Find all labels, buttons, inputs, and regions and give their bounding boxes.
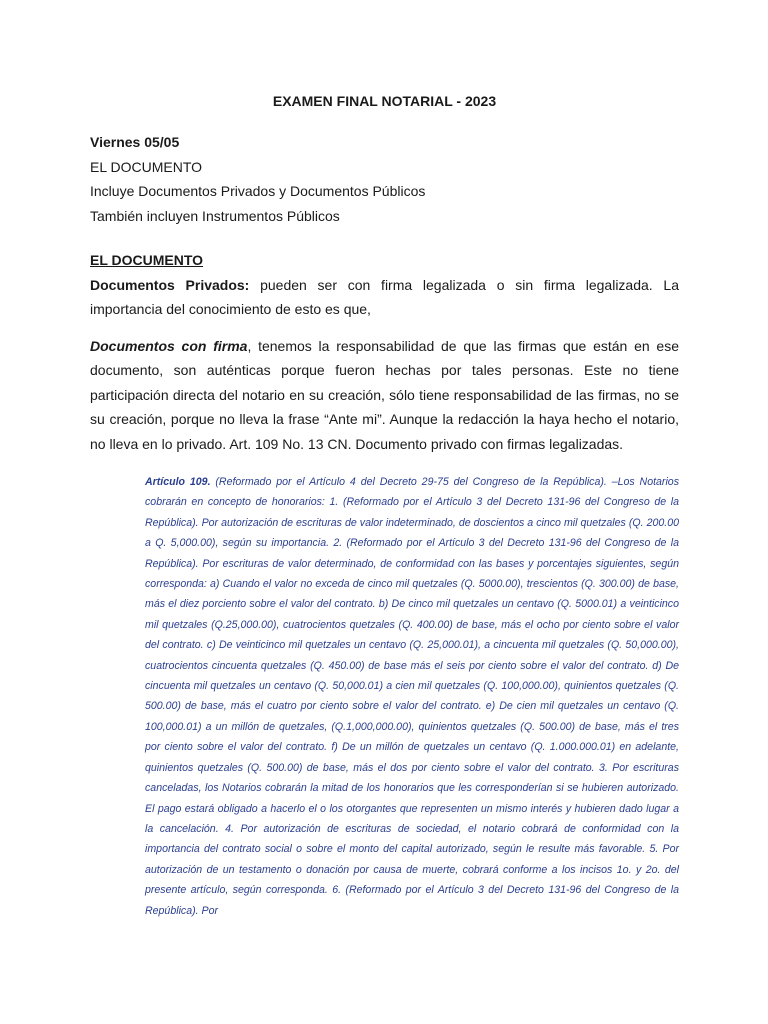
spacer	[90, 322, 679, 334]
intro-line-1: EL DOCUMENTO	[90, 158, 203, 175]
article-109-quote	[145, 472, 679, 921]
section-heading: EL DOCUMENTO	[90, 252, 204, 268]
document-page	[90, 92, 679, 921]
document-title: EXAMEN FINAL NOTARIAL - 2023	[272, 93, 497, 109]
date-heading: Viernes 05/05	[90, 134, 180, 150]
intro-line-2: Incluye Documentos Privados y Documentos Públicos	[90, 183, 426, 199]
spacer	[90, 228, 679, 248]
privados-text: pueden ser con firma legalizada o sin firma legalizada. La importancia del conocimiento de esto es que,	[90, 276, 679, 317]
quote-article-label: Artículo 109.	[145, 476, 211, 488]
quote-text: (Reformado por el Artículo 4 del Decreto 29-75 del Congreso de la República). –Los Notarios cobrarán en concepto de honorarios: 1. (Reformado por el Artículo 3 del Decreto 131-96 del Congreso de la República). Por autorización de escrituras de valor indeterminado, de doscientos a cinco mil quetzales (Q. 200.00 a Q. 5,000.00), según su importancia. 2. (Reformado por el Artículo 3 del Decreto 131-96 del Congreso de la República). Por escrituras de valor determinado, de conformidad con las bases y porcentajes siguientes, según corresponda: a) Cuando el valor no exceda de cinco mil quetzales (Q. 5000.00), trescientos (Q. 300.00) de base, más el diez porciento sobre el valor del contrato. b) De cinco mil quetzales un centavo (Q. 5000.01) a veinticinco mil quetzales (Q.25,000.00), cuatrocientos quetzales (Q. 400.00) de base, más el ocho por ciento sobre el valor del contrato. c) De veinticinco mil quetzales un centavo (Q. 25,000.01), a cincuenta mil quetzales (Q. 50,000.00), cuatrocientos cincuenta quetzales (Q. 450.00) de base más el seis por ciento sobre el valor del contrato. d) De cincuenta mil quetzales un centavo (Q. 50,000.01) a cien mil quetzales (Q. 100,000.00), quinientos quetzales (Q. 500.00) de base, más el cuatro por ciento sobre el valor del contrato. e) De cien mil quetzales un centavo (Q. 100,000.01) a un millón de quetzales, (Q.1,000,000.00), quinientos quetzales (Q. 500.00) de base, más el tres por ciento sobre el valor del contrato. f) De un millón de quetzales un centavo (Q. 1.000.000.01) en adelante, quinientos quetzales (Q. 500.00) de base, más el dos por ciento sobre el valor del contrato. 3. Por escrituras canceladas, los Notarios cobrarán la mitad de los honorarios que les corresponderían si se hubieren autorizado. El pago estará obligado a hacerlo el o los otorgantes que representen un mismo interés y hubieren dado lugar a la cancelación. 4. Por autorización de escrituras de sociedad, el notario cobrará de conformidad con la importancia del contrato social o sobre el monto del capital autorizado, según le resulte más favorable. 5. Por autorización de un testamento o donación por causa de muerte, cobrará conforme a los incisos 1o. y 2o. del presente artículo, según corresponda. 6. (Reformado por el Artículo 3 del Decreto 131-96 del Congreso de la República). Por	[145, 476, 680, 917]
con-firma-paragraph	[90, 334, 679, 457]
con-firma-text: , tenemos la responsabilidad de que las firmas que están en ese documento, son auténticas porque fueron hechas por tales personas. Este no tiene participación directa del notario en su creación, sólo tiene responsabilidad de las firmas, no se su creación, porque no lleva la frase “Ante mi”. Aunque la redacción la haya hecho el notario, no lleva en lo privado. Art. 109 No. 13 CN. Documento privado con firmas legalizadas.	[90, 337, 679, 452]
con-firma-label: Documentos con firma	[90, 337, 248, 354]
intro-line-3: También incluyen Instrumentos Públicos	[90, 207, 340, 224]
privados-label: Documentos Privados:	[90, 276, 250, 293]
privados-paragraph	[90, 273, 679, 322]
